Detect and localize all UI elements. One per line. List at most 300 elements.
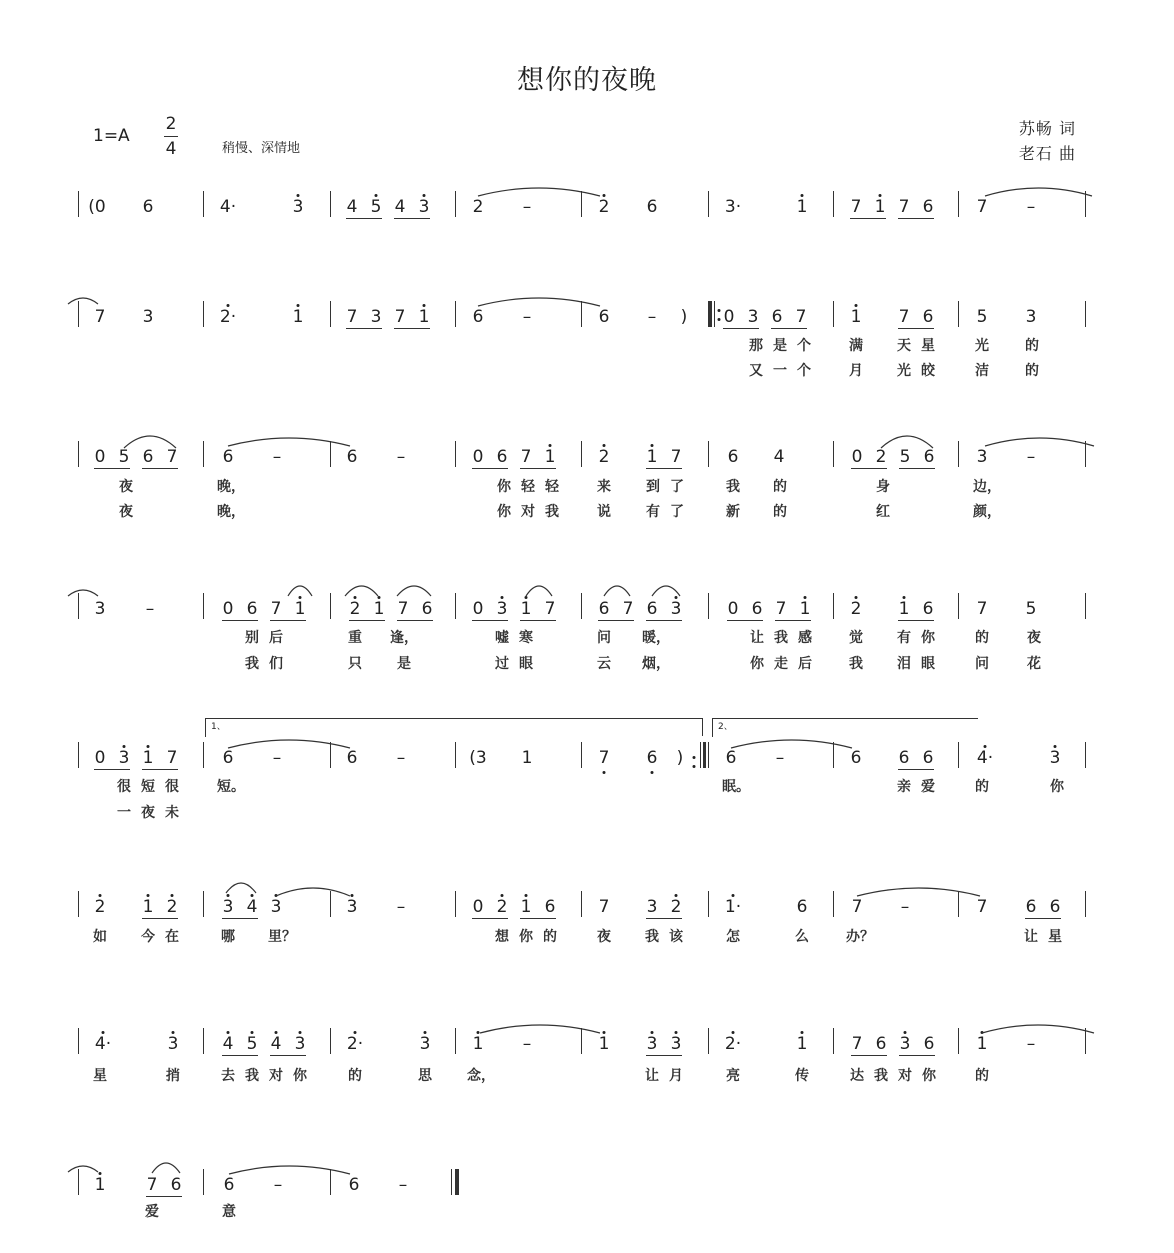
high-octave-dot [984, 745, 987, 748]
note: 4 [773, 447, 785, 467]
measure-bar [203, 891, 204, 917]
high-octave-dot [147, 894, 150, 897]
note: 2 [472, 197, 484, 217]
lyric-syllable: 边， [973, 479, 1001, 495]
note: – [1026, 197, 1036, 217]
note: 7 [898, 197, 910, 217]
lyric-syllable: 我 [245, 1068, 259, 1084]
note: 0 [727, 599, 739, 619]
note: 7 [166, 447, 178, 467]
lyric-syllable: 别 [245, 630, 259, 646]
lyric-syllable: 去 [221, 1068, 235, 1084]
beam-underline [222, 620, 258, 621]
high-octave-dot [804, 596, 807, 599]
note: 2 [166, 897, 178, 917]
high-octave-dot [903, 596, 906, 599]
note: 1 [598, 1034, 610, 1054]
lyric-syllable: 念， [467, 1068, 495, 1084]
lyric-syllable: 重 [348, 630, 362, 646]
note: 1 [874, 197, 886, 217]
measure-bar [708, 191, 709, 217]
lyric-syllable: 传 [795, 1068, 809, 1084]
measure-bar [833, 441, 834, 467]
measure-bar [581, 742, 582, 768]
note: 4 [270, 1034, 282, 1054]
lyric-syllable: 的 [543, 929, 557, 945]
lyric-syllable: 满 [849, 338, 863, 354]
measure-bar [455, 1028, 456, 1054]
high-octave-dot [354, 1031, 357, 1034]
tie-slur [288, 586, 312, 596]
lyric-syllable: 的 [975, 630, 989, 646]
beam-underline [394, 328, 430, 329]
note: 7 [346, 307, 358, 327]
high-octave-dot [171, 894, 174, 897]
note: 6 [598, 599, 610, 619]
low-octave-dot [603, 771, 606, 774]
note: 7 [520, 447, 532, 467]
measure-bar [581, 891, 582, 917]
note: – [273, 1175, 283, 1195]
beam-underline [520, 918, 556, 919]
lyric-syllable: 你 [750, 656, 764, 672]
lyric-syllable: 了 [670, 479, 684, 495]
high-octave-dot [251, 894, 254, 897]
note: – [272, 447, 282, 467]
lyric-syllable: 的 [348, 1068, 362, 1084]
high-octave-dot [378, 596, 381, 599]
high-octave-dot [603, 194, 606, 197]
note: 7 [976, 197, 988, 217]
note: 3 [747, 307, 759, 327]
high-octave-dot [732, 1031, 735, 1034]
high-octave-dot [275, 1031, 278, 1034]
repeat-dot [718, 318, 721, 321]
lyric-syllable: 让 [645, 1068, 659, 1084]
beam-underline [646, 468, 682, 469]
note: 1 [520, 599, 532, 619]
note: 0 [222, 599, 234, 619]
note: 3· [724, 197, 742, 217]
measure-bar [833, 301, 834, 327]
lyric-syllable: 我 [726, 479, 740, 495]
high-octave-dot [904, 1031, 907, 1034]
beam-underline [775, 620, 811, 621]
beam-underline [94, 769, 130, 770]
note: 4· [976, 748, 994, 768]
note: 3 [670, 1034, 682, 1054]
high-octave-dot [801, 194, 804, 197]
note: 6 [348, 1175, 360, 1195]
note: 2· [724, 1034, 742, 1054]
note: 3 [1025, 307, 1037, 327]
note: 7 [775, 599, 787, 619]
high-octave-dot [855, 596, 858, 599]
note: 4 [222, 1034, 234, 1054]
note: 7 [598, 748, 610, 768]
lyric-syllable: 轻 [545, 479, 559, 495]
note: 1 [472, 1034, 484, 1054]
note: 2 [349, 599, 361, 619]
tie-slur [982, 1025, 1094, 1033]
lyric-syllable: 光 [975, 338, 989, 354]
note: – [775, 748, 785, 768]
lyric-syllable: 夜 [597, 929, 611, 945]
high-octave-dot [99, 1172, 102, 1175]
high-octave-dot [251, 1031, 254, 1034]
note: 4· [219, 197, 237, 217]
lyric-syllable: 到 [646, 479, 660, 495]
high-octave-dot [147, 745, 150, 748]
lyric-syllable: 星 [93, 1068, 107, 1084]
high-octave-dot [501, 894, 504, 897]
tie-slur [397, 586, 431, 596]
note: 2 [875, 447, 887, 467]
beam-underline [898, 328, 934, 329]
note: 2 [598, 447, 610, 467]
note: 7 [166, 748, 178, 768]
volta-first-label: 1、 [211, 722, 226, 732]
lyric-syllable: 星 [921, 338, 935, 354]
lyric-syllable: 我 [545, 504, 559, 520]
high-octave-dot [879, 194, 882, 197]
beam-underline [520, 620, 556, 621]
lyric-syllable: 你 [293, 1068, 307, 1084]
note: 7 [976, 599, 988, 619]
note: 0 [723, 307, 735, 327]
measure-bar [203, 1169, 204, 1195]
lyric-syllable: 是 [397, 656, 411, 672]
note: 7 [850, 197, 862, 217]
lyric-syllable: 只 [348, 656, 362, 672]
note: 3 [496, 599, 508, 619]
note: – [522, 307, 532, 327]
note: 6 [1049, 897, 1061, 917]
high-octave-dot [801, 1031, 804, 1034]
lyric-syllable: 的 [773, 504, 787, 520]
measure-bar [833, 891, 834, 917]
lyric-syllable: 我 [645, 929, 659, 945]
note: 6 [923, 1034, 935, 1054]
time-signature-line [164, 136, 178, 137]
note: 3 [418, 197, 430, 217]
note: 3 [646, 1034, 658, 1054]
lyric-syllable: 眼 [519, 656, 533, 672]
tie-slur [652, 586, 680, 596]
tie-slur [478, 298, 600, 306]
beam-underline [1025, 918, 1061, 919]
beam-underline [142, 918, 178, 919]
note: 6 [850, 748, 862, 768]
lyric-syllable: 该 [669, 929, 683, 945]
high-octave-dot [227, 894, 230, 897]
high-octave-dot [855, 304, 858, 307]
note: 1 [142, 897, 154, 917]
lyric-syllable: 夜 [141, 805, 155, 821]
note: 6 [922, 197, 934, 217]
note: 3 [1049, 748, 1061, 768]
beam-underline [898, 620, 934, 621]
high-octave-dot [423, 194, 426, 197]
lyric-syllable: 夜 [119, 479, 133, 495]
lyric-syllable: 嘘 [495, 630, 509, 646]
note: – [647, 307, 657, 327]
beam-underline [520, 468, 556, 469]
note: – [522, 1034, 532, 1054]
note: 6 [598, 307, 610, 327]
note: 6 [222, 748, 234, 768]
lyric-syllable: 让 [1024, 929, 1038, 945]
measure-bar [78, 593, 79, 619]
lyric-syllable: 爱 [145, 1204, 159, 1220]
lyric-syllable: 未 [165, 805, 179, 821]
note: 6 [727, 447, 739, 467]
note: 6 [875, 1034, 887, 1054]
measure-bar [1085, 593, 1086, 619]
note: 1 [796, 1034, 808, 1054]
lyric-syllable: 有 [897, 630, 911, 646]
lyric-syllable: 的 [773, 479, 787, 495]
beam-underline [346, 328, 382, 329]
high-octave-dot [123, 745, 126, 748]
note: 1 [292, 307, 304, 327]
note: 7 [622, 599, 634, 619]
tie-slur [480, 1025, 600, 1033]
note: 6 [222, 447, 234, 467]
note: ) [676, 748, 684, 768]
measure-bar [330, 191, 331, 217]
lyric-syllable: 亲 [897, 779, 911, 795]
note: 3 [118, 748, 130, 768]
lyric-syllable: 轻 [521, 479, 535, 495]
measure-bar [330, 301, 331, 327]
lyric-syllable: 后 [269, 630, 283, 646]
lyric-syllable: 对 [521, 504, 535, 520]
note: 2 [94, 897, 106, 917]
lyric-syllable: 洁 [975, 363, 989, 379]
note: 6 [246, 599, 258, 619]
measure-bar [455, 301, 456, 327]
beam-underline [142, 468, 178, 469]
lyric-syllable: 个 [797, 363, 811, 379]
high-octave-dot [732, 894, 735, 897]
note: – [398, 1175, 408, 1195]
lyric-syllable: 在 [165, 929, 179, 945]
note: 7 [544, 599, 556, 619]
note: 5 [246, 1034, 258, 1054]
lyric-syllable: 你 [519, 929, 533, 945]
tie-slur [985, 188, 1092, 196]
high-octave-dot [651, 1031, 654, 1034]
note: 1 [418, 307, 430, 327]
beam-underline [646, 1055, 682, 1056]
note: (3 [469, 748, 487, 768]
lyric-syllable: 爱 [921, 779, 935, 795]
high-octave-dot [525, 596, 528, 599]
note: 1 [646, 447, 658, 467]
note: – [145, 599, 155, 619]
note: – [522, 197, 532, 217]
beam-underline [142, 769, 178, 770]
measure-bar [78, 301, 79, 327]
note: 3 [222, 897, 234, 917]
beam-underline [346, 218, 382, 219]
note: 6 [346, 447, 358, 467]
beam-underline [898, 218, 934, 219]
note: – [272, 748, 282, 768]
note: 5 [899, 447, 911, 467]
lyric-syllable: 达 [850, 1068, 864, 1084]
measure-bar [581, 441, 582, 467]
note: 3 [899, 1034, 911, 1054]
lyric-syllable: 短 [141, 779, 155, 795]
lyric-syllable: 对 [898, 1068, 912, 1084]
beam-underline [727, 620, 763, 621]
composer-credit: 老石 曲 [1018, 144, 1076, 163]
note: 3 [94, 599, 106, 619]
lyric-syllable: 天 [897, 338, 911, 354]
note: 6 [898, 748, 910, 768]
note: 2 [496, 897, 508, 917]
repeat-sign-thick [709, 301, 712, 327]
lyric-syllable: 星 [1048, 929, 1062, 945]
tie-slur [345, 586, 378, 596]
note: 6 [751, 599, 763, 619]
beam-underline [851, 1055, 887, 1056]
beam-underline [472, 620, 508, 621]
lyric-syllable: 你 [922, 1068, 936, 1084]
measure-bar [1085, 742, 1086, 768]
note: 7 [795, 307, 807, 327]
lyric-syllable: 月 [669, 1068, 683, 1084]
beam-underline [646, 918, 682, 919]
note: 1 [521, 748, 533, 768]
beam-underline [394, 218, 430, 219]
lyric-syllable: 光 [897, 363, 911, 379]
lyric-syllable: 问 [975, 656, 989, 672]
lyric-syllable: 夜 [1027, 630, 1041, 646]
measure-bar [958, 593, 959, 619]
measure-bar [78, 1028, 79, 1054]
note: 6 [725, 748, 737, 768]
note: 0 [472, 599, 484, 619]
high-octave-dot [299, 1031, 302, 1034]
high-octave-dot [351, 894, 354, 897]
key-signature: 1=A [93, 126, 130, 146]
lyric-syllable: 我 [245, 656, 259, 672]
note: 1 [94, 1175, 106, 1195]
tie-slur [229, 1166, 350, 1174]
lyric-syllable: 晚， [217, 504, 245, 520]
beam-underline [349, 620, 385, 621]
measure-bar [203, 742, 204, 768]
high-octave-dot [675, 1031, 678, 1034]
note: 3 [370, 307, 382, 327]
lyric-syllable: 那 [749, 338, 763, 354]
note: 3 [270, 897, 282, 917]
lyric-syllable: 觉 [849, 630, 863, 646]
note: 6 [771, 307, 783, 327]
high-octave-dot [227, 1031, 230, 1034]
note: 4· [94, 1034, 112, 1054]
lyric-syllable: 颜， [973, 504, 1001, 520]
measure-bar [1085, 891, 1086, 917]
note: (0 [88, 197, 106, 217]
measure-bar [708, 742, 709, 768]
note: 6 [496, 447, 508, 467]
tie-slur [68, 298, 98, 304]
note: 3 [167, 1034, 179, 1054]
note: 6 [646, 748, 658, 768]
note: 1 [373, 599, 385, 619]
note: – [1026, 447, 1036, 467]
lyric-syllable: 云 [597, 656, 611, 672]
note: 6 [923, 447, 935, 467]
low-octave-dot [651, 771, 654, 774]
measure-bar [78, 191, 79, 217]
note: 2 [850, 599, 862, 619]
note: 4 [394, 197, 406, 217]
measure-bar [78, 742, 79, 768]
lyric-syllable: 烟， [642, 656, 670, 672]
lyric-syllable: 寒 [519, 630, 533, 646]
note: 7 [898, 307, 910, 327]
note: 4 [346, 197, 358, 217]
volta-first-end [702, 718, 703, 736]
beam-underline [222, 1055, 258, 1056]
lyricist-credit: 苏畅 词 [1018, 119, 1076, 138]
measure-bar [78, 441, 79, 467]
tie-slur [152, 1163, 180, 1173]
high-octave-dot [354, 596, 357, 599]
note: 7 [397, 599, 409, 619]
high-octave-dot [651, 444, 654, 447]
lyric-syllable: 怎 [726, 929, 740, 945]
lyric-syllable: 问 [597, 630, 611, 646]
note: ) [680, 307, 688, 327]
lyric-syllable: 亮 [726, 1068, 740, 1084]
measure-bar [203, 1028, 204, 1054]
lyric-syllable: 们 [269, 656, 283, 672]
tie-slur [228, 740, 350, 748]
repeat-dot [693, 765, 696, 768]
note: 7 [851, 897, 863, 917]
lyric-syllable: 了 [670, 504, 684, 520]
note: 5 [976, 307, 988, 327]
tie-slur [881, 436, 933, 448]
lyric-syllable: 很 [117, 779, 131, 795]
repeat-dot [718, 309, 721, 312]
lyric-syllable: 你 [497, 479, 511, 495]
high-octave-dot [297, 304, 300, 307]
lyric-syllable: 如 [93, 929, 107, 945]
note: 5 [118, 447, 130, 467]
note: 6 [142, 447, 154, 467]
lyric-syllable: 我 [849, 656, 863, 672]
measure-bar [203, 593, 204, 619]
song-title: 想你的夜晚 [517, 65, 657, 96]
beam-underline [898, 769, 934, 770]
beam-underline [270, 1055, 306, 1056]
high-octave-dot [603, 1031, 606, 1034]
note: 7 [394, 307, 406, 327]
measure-bar [455, 191, 456, 217]
lyric-syllable: 感 [798, 630, 812, 646]
high-octave-dot [603, 444, 606, 447]
beam-underline [723, 328, 759, 329]
lyric-syllable: 个 [797, 338, 811, 354]
note: 7 [851, 1034, 863, 1054]
